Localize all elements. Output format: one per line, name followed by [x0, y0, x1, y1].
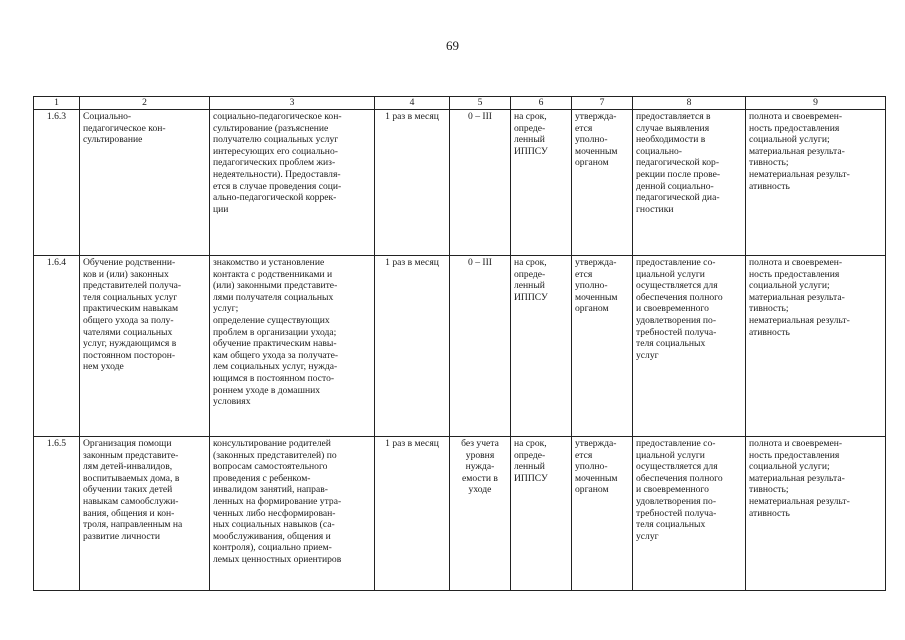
row-number: 1.6.5 [34, 437, 80, 591]
col-header-3: 3 [210, 97, 375, 110]
col-header-8: 8 [633, 97, 746, 110]
table-row [34, 256, 886, 437]
provision-conditions: предоставление со- циальной услуги осуществляется для обеспечения полного и своевременного удовлетворения по- требностей получа- теля социальных услуг [633, 437, 746, 591]
provision-conditions: предоставляется в случае выявления необходимости в социально- педагогической кор- рекции после прове- денной социально- педагогической диа- гностики [633, 110, 746, 256]
quality-indicators: полнота и своевремен- ность предоставления социальной услуги; материальная результа- тивность; нематериальная результ- ативность [746, 110, 886, 256]
service-description: социально-педагогическое кон- сультирование (разъяснение получателю социальных услуг интересующих его социально- педагогических проблем жиз- недеятельности). Предоставля- ется в случае проведения соци- ально-педагогической коррек- ции [210, 110, 375, 256]
header-row [34, 97, 886, 110]
service-term: на срок, опреде- ленный ИППСУ [511, 110, 572, 256]
need-level: без учета уровня нужда- емости в уходе [450, 437, 511, 591]
row-number: 1.6.3 [34, 110, 80, 256]
col-header-6: 6 [511, 97, 572, 110]
col-header-4: 4 [375, 97, 450, 110]
table-row [34, 110, 886, 256]
quality-indicators: полнота и своевремен- ность предоставления социальной услуги; материальная результа- тивность; нематериальная результ- ативность [746, 437, 886, 591]
approval-body: утвержда- ется уполно- моченным органом [572, 110, 633, 256]
table-row [34, 437, 886, 591]
row-number: 1.6.4 [34, 256, 80, 437]
service-frequency: 1 раз в месяц [375, 256, 450, 437]
approval-body: утвержда- ется уполно- моченным органом [572, 256, 633, 437]
need-level: 0 – III [450, 256, 511, 437]
col-header-5: 5 [450, 97, 511, 110]
need-level: 0 – III [450, 110, 511, 256]
provision-conditions: предоставление со- циальной услуги осуществляется для обеспечения полного и своевременного удовлетворения по- требностей получа- теля социальных услуг [633, 256, 746, 437]
service-term: на срок, опреде- ленный ИППСУ [511, 256, 572, 437]
service-name: Обучение родственни- ков и (или) законных представителей получа- теля социальных услуг практическим навыкам общего ухода за полу- чателями социальных услуг, нуждающимся в постоянном посторон- нем уходе [80, 256, 210, 437]
col-header-9: 9 [746, 97, 886, 110]
col-header-1: 1 [34, 97, 80, 110]
quality-indicators: полнота и своевремен- ность предоставления социальной услуги; материальная результа- тивность; нематериальная результ- ативность [746, 256, 886, 437]
page-number: 69 [446, 38, 459, 53]
service-name: Организация помощи законным представите- лям детей-инвалидов, воспитываемых дома, в обучении таких детей навыкам самообслужи- вания, общения и кон- троля, направленным на развитие личности [80, 437, 210, 591]
service-description: знакомство и установление контакта с родственниками и (или) законными представите- лями получателя социальных услуг; определение существующих проблем в организации ухода; обучение практическим навы- кам общего ухода за получате- лем социальных услуг, нужда- ющимся в постоянном посто- роннем уходе в домашних условиях [210, 256, 375, 437]
col-header-7: 7 [572, 97, 633, 110]
col-header-2: 2 [80, 97, 210, 110]
approval-body: утвержда- ется уполно- моченным органом [572, 437, 633, 591]
service-frequency: 1 раз в месяц [375, 110, 450, 256]
service-name: Социально- педагогическое кон- сультирование [80, 110, 210, 256]
services-table [33, 96, 886, 591]
service-term: на срок, опреде- ленный ИППСУ [511, 437, 572, 591]
service-description: консультирование родителей (законных представителей) по вопросам самостоятельного проведения с ребенком- инвалидом занятий, направ- ленных на формирование утра- ченных либо несформирован- ных социальных навыков (са- мообслуживания, общения и контроля), социально прием- лемых ценностных ориентиров [210, 437, 375, 591]
service-frequency: 1 раз в месяц [375, 437, 450, 591]
